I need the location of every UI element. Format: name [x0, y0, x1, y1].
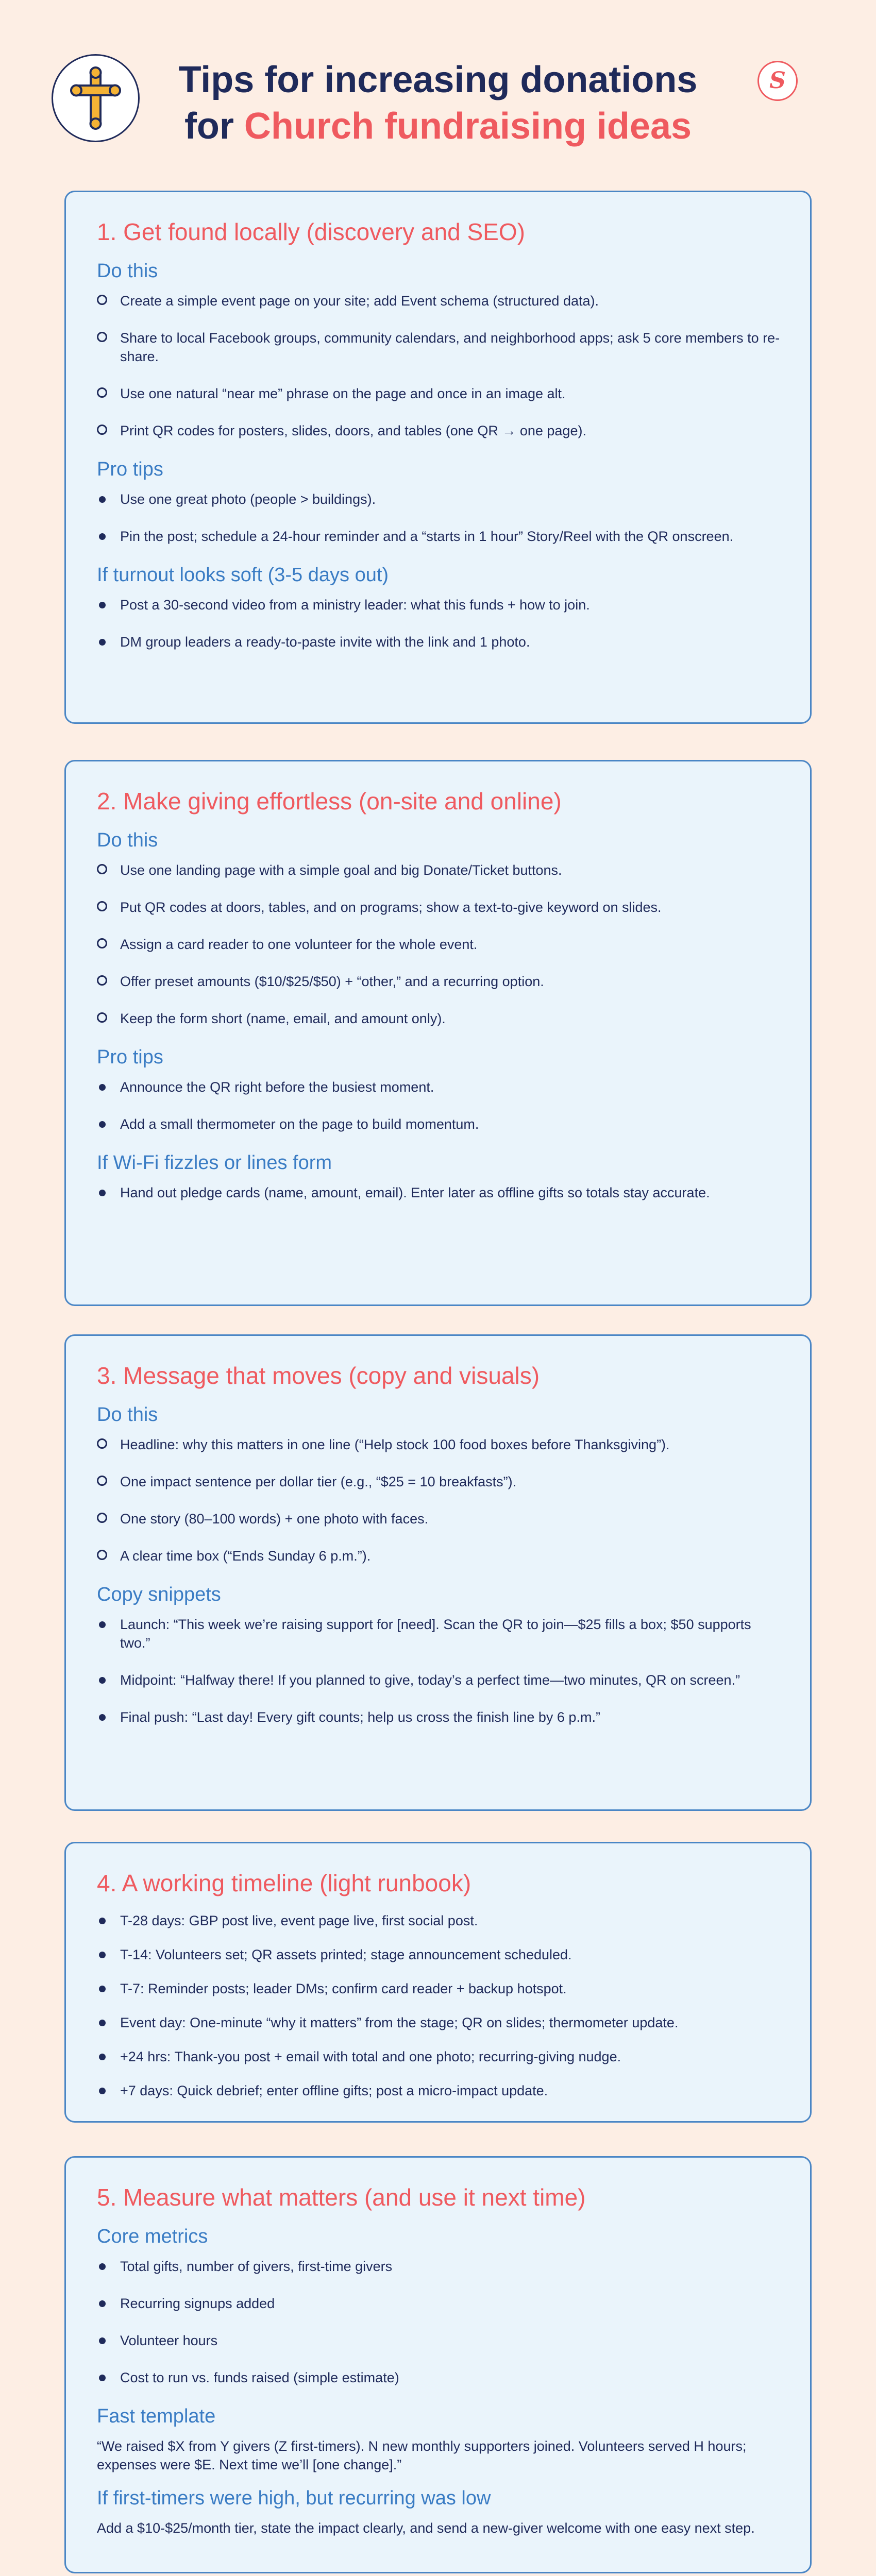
- section-heading: 5. Measure what matters (and use it next time): [97, 2184, 586, 2211]
- bullet-dot-icon: [99, 1986, 106, 1992]
- circle-checkbox-icon: [97, 295, 107, 305]
- bullet-dot-icon: [99, 1121, 106, 1128]
- paragraph-text: “We raised $X from Y givers (Z first-timers). N new monthly supporters joined. Volunteers served H hours; expenses were $E. Next time we’ll [one change].”: [97, 2438, 747, 2472]
- circle-checkbox-icon: [97, 332, 107, 342]
- checklist-item: [97, 292, 784, 310]
- item-text: Launch: “This week we’re raising support for [need]. Scan the QR to join—$25 fills a box; $50 supports two.”: [120, 1617, 751, 1651]
- bullet-item: [97, 2368, 784, 2387]
- bullet-dot-icon: [99, 2337, 106, 2344]
- bullet-item: [97, 1708, 784, 1726]
- section-heading: 1. Get found locally (discovery and SEO): [97, 218, 525, 245]
- bullet-dot-icon: [99, 1714, 106, 1721]
- circle-checkbox-icon: [97, 1012, 107, 1023]
- brand-badge: S: [757, 61, 798, 101]
- bullet-dot-icon: [99, 533, 106, 540]
- item-text: One story (80–100 words) + one photo with faces.: [120, 1511, 429, 1527]
- bullet-item: [97, 2331, 784, 2350]
- bullet-item: [97, 1115, 784, 1133]
- section-heading: 4. A working timeline (light runbook): [97, 1870, 471, 1896]
- item-text: Post a 30-second video from a ministry leader: what this funds + how to join.: [120, 597, 590, 613]
- item-text: Put QR codes at doors, tables, and on programs; show a text-to-give keyword on slides.: [120, 900, 662, 915]
- group-heading: Pro tips: [97, 1046, 163, 1068]
- title-line-1: Tips for increasing donations: [178, 59, 698, 100]
- bullet-item: [97, 1078, 784, 1096]
- bullet-dot-icon: [99, 2054, 106, 2060]
- item-text: Final push: “Last day! Every gift counts; help us cross the finish line by 6 p.m.”: [120, 1709, 600, 1725]
- item-text: +7 days: Quick debrief; enter offline gifts; post a micro-impact update.: [120, 2083, 548, 2098]
- title-line-2: [155, 103, 721, 149]
- checklist-item: [97, 1472, 784, 1491]
- item-text: Share to local Facebook groups, community calendars, and neighborhood apps; ask 5 core members to re-share.: [120, 330, 780, 364]
- group-heading: Do this: [97, 260, 158, 282]
- item-text: Add a small thermometer on the page to build momentum.: [120, 1116, 479, 1132]
- group-heading: If Wi-Fi fizzles or lines form: [97, 1152, 332, 1174]
- bullet-item: [97, 1911, 784, 1930]
- circle-checkbox-icon: [97, 1476, 107, 1486]
- item-text: Announce the QR right before the busiest moment.: [120, 1079, 434, 1095]
- group-heading: Fast template: [97, 2405, 216, 2427]
- section-card: [64, 1842, 812, 2123]
- bullet-item: [97, 1615, 784, 1652]
- bullet-dot-icon: [99, 602, 106, 608]
- item-text: Use one natural “near me” phrase on the page and once in an image alt.: [120, 386, 566, 401]
- checklist-item: [97, 329, 784, 366]
- page-title: [155, 57, 721, 149]
- bullet-dot-icon: [99, 1952, 106, 1958]
- item-text: Use one great photo (people > buildings).: [120, 492, 376, 507]
- bullet-item: [97, 2047, 784, 2066]
- item-text: Total gifts, number of givers, first-time givers: [120, 2259, 393, 2274]
- item-text: Hand out pledge cards (name, amount, email). Enter later as offline gifts so totals stay accurate.: [120, 1185, 710, 1200]
- item-text: A clear time box (“Ends Sunday 6 p.m.”).: [120, 1548, 371, 1564]
- bullet-item: [97, 1945, 784, 1964]
- cross-icon: [53, 56, 138, 141]
- title-accent: Church fundraising ideas: [244, 106, 692, 147]
- group-heading: Copy snippets: [97, 1584, 221, 1605]
- item-text: Print QR codes for posters, slides, doors, and tables (one QR → one page).: [120, 423, 586, 438]
- checklist-item: [97, 861, 784, 879]
- item-text: Use one landing page with a simple goal and big Donate/Ticket buttons.: [120, 862, 562, 878]
- bullet-item: [97, 527, 784, 546]
- section-heading: 2. Make giving effortless (on-site and online): [97, 788, 562, 815]
- circle-checkbox-icon: [97, 975, 107, 986]
- circle-checkbox-icon: [97, 387, 107, 398]
- bullet-dot-icon: [99, 2088, 106, 2094]
- bullet-dot-icon: [99, 639, 106, 646]
- item-text: T-28 days: GBP post live, event page live, first social post.: [120, 1913, 478, 1928]
- group-heading: Pro tips: [97, 459, 163, 480]
- item-text: DM group leaders a ready-to-paste invite with the link and 1 photo.: [120, 634, 530, 650]
- circle-checkbox-icon: [97, 1513, 107, 1523]
- item-text: Offer preset amounts ($10/$25/$50) + “other,” and a recurring option.: [120, 974, 544, 989]
- checklist-item: [97, 935, 784, 954]
- section-card: [64, 760, 812, 1306]
- item-text: Pin the post; schedule a 24-hour reminder and a “starts in 1 hour” Story/Reel with the QR onscreen.: [120, 529, 734, 544]
- page-header: [0, 0, 876, 170]
- item-text: Recurring signups added: [120, 2296, 275, 2311]
- circle-checkbox-icon: [97, 901, 107, 911]
- paragraph-text: Add a $10-$25/month tier, state the impact clearly, and send a new-giver welcome with one easy next step.: [97, 2520, 755, 2536]
- section-card: [64, 1334, 812, 1811]
- circle-checkbox-icon: [97, 425, 107, 435]
- item-text: Keep the form short (name, email, and amount only).: [120, 1011, 446, 1026]
- item-text: Midpoint: “Halfway there! If you planned to give, today’s a perfect time—two minutes, QR on screen.”: [120, 1672, 740, 1688]
- group-heading: Do this: [97, 829, 158, 851]
- bullet-dot-icon: [99, 1084, 106, 1091]
- bullet-item: [97, 1671, 784, 1689]
- bullet-item: [97, 1183, 784, 1202]
- bullet-item: [97, 596, 784, 614]
- bullet-dot-icon: [99, 496, 106, 503]
- checklist-item: [97, 1435, 784, 1454]
- checklist-item: [97, 384, 784, 403]
- checklist-item: [97, 1510, 784, 1528]
- group-heading: Core metrics: [97, 2226, 208, 2247]
- checklist-item: [97, 1547, 784, 1565]
- title-prefix: for: [184, 106, 244, 147]
- item-text: Cost to run vs. funds raised (simple estimate): [120, 2370, 399, 2385]
- item-text: Volunteer hours: [120, 2333, 218, 2348]
- circle-checkbox-icon: [97, 1550, 107, 1560]
- item-text: Event day: One-minute “why it matters” from the stage; QR on slides; thermometer update.: [120, 2015, 679, 2030]
- item-text: T-7: Reminder posts; leader DMs; confirm card reader + backup hotspot.: [120, 1981, 567, 1996]
- group-heading: Do this: [97, 1404, 158, 1426]
- bullet-dot-icon: [99, 1918, 106, 1924]
- item-text: One impact sentence per dollar tier (e.g., “$25 = 10 breakfasts”).: [120, 1474, 517, 1489]
- bullet-dot-icon: [99, 1677, 106, 1684]
- group-heading: If turnout looks soft (3-5 days out): [97, 564, 389, 586]
- section-card: [64, 191, 812, 724]
- bullet-item: [97, 2081, 784, 2100]
- group-heading: If first-timers were high, but recurring was low: [97, 2487, 491, 2509]
- bullet-item: [97, 2257, 784, 2276]
- item-text: +24 hrs: Thank-you post + email with total and one photo; recurring-giving nudge.: [120, 2049, 621, 2064]
- section-card: [64, 2156, 812, 2573]
- circle-checkbox-icon: [97, 864, 107, 874]
- bullet-item: [97, 2013, 784, 2032]
- section-heading: 3. Message that moves (copy and visuals): [97, 1362, 540, 1389]
- bullet-dot-icon: [99, 1190, 106, 1196]
- bullet-dot-icon: [99, 2375, 106, 2381]
- checklist-item: [97, 421, 784, 440]
- circle-checkbox-icon: [97, 1438, 107, 1449]
- checklist-item: [97, 898, 784, 917]
- item-text: Assign a card reader to one volunteer for the whole event.: [120, 937, 478, 952]
- church-cross-logo: [52, 54, 140, 142]
- bullet-dot-icon: [99, 2020, 106, 2026]
- bullet-item: [97, 2294, 784, 2313]
- circle-checkbox-icon: [97, 938, 107, 948]
- item-text: T-14: Volunteers set; QR assets printed; stage announcement scheduled.: [120, 1947, 572, 1962]
- bullet-item: [97, 633, 784, 651]
- item-text: Create a simple event page on your site; add Event schema (structured data).: [120, 293, 599, 309]
- item-text: Headline: why this matters in one line (“Help stock 100 food boxes before Thanksgiving”).: [120, 1437, 670, 1452]
- bullet-dot-icon: [99, 2300, 106, 2307]
- bullet-item: [97, 490, 784, 509]
- bullet-dot-icon: [99, 1621, 106, 1628]
- bullet-dot-icon: [99, 2263, 106, 2270]
- bullet-item: [97, 1979, 784, 1998]
- checklist-item: [97, 972, 784, 991]
- checklist-item: [97, 1009, 784, 1028]
